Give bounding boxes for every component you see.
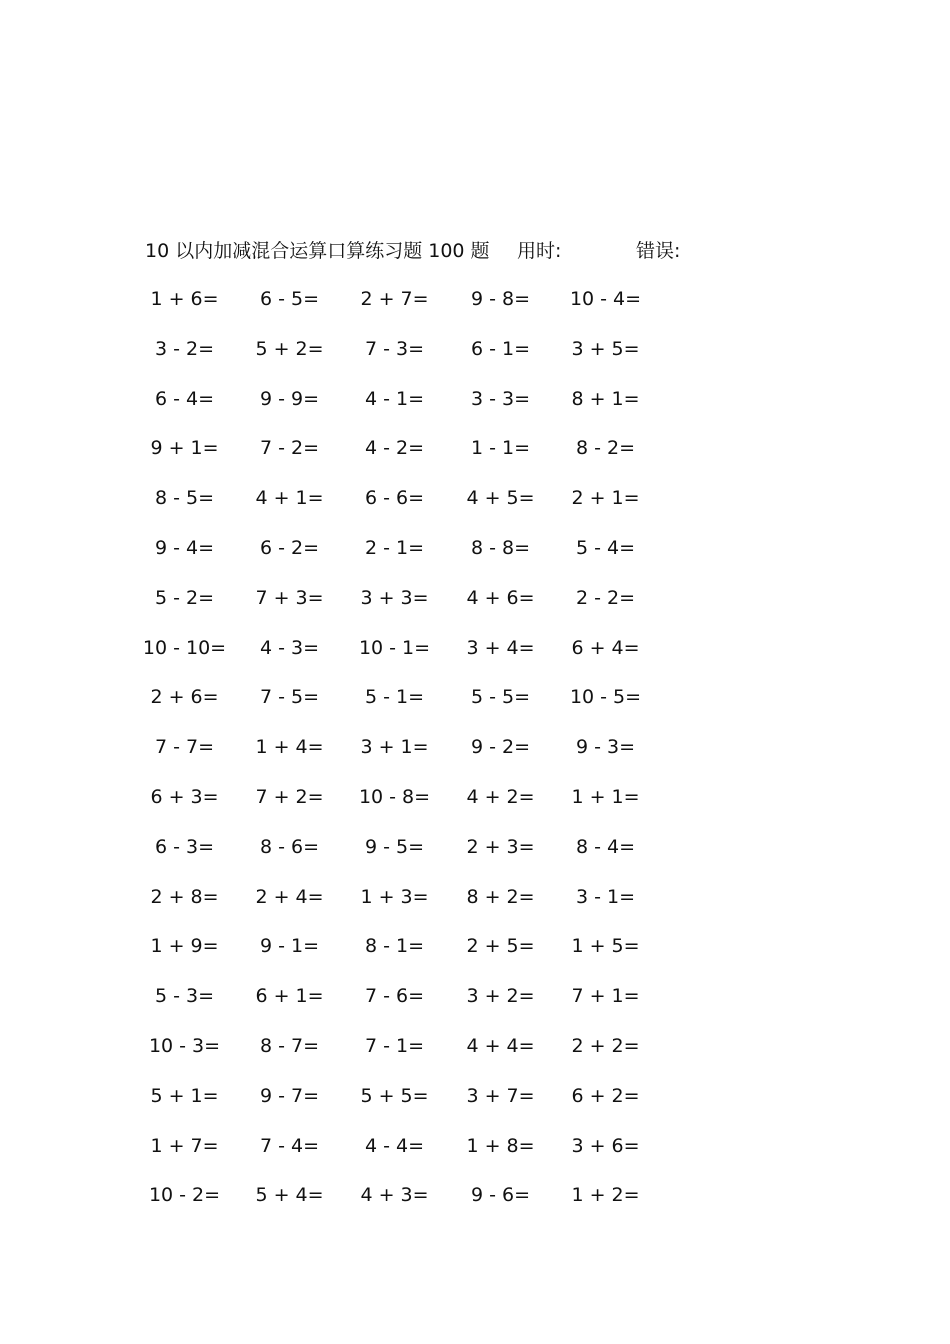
arithmetic-problem: 3 + 7= — [466, 1084, 535, 1107]
arithmetic-problem: 3 + 5= — [571, 337, 640, 360]
arithmetic-problem: 7 - 5= — [259, 686, 320, 709]
arithmetic-problem: 2 - 2= — [575, 586, 636, 609]
arithmetic-problem: 6 - 6= — [364, 487, 425, 510]
arithmetic-problem: 5 + 1= — [150, 1084, 219, 1107]
arithmetic-problem: 1 + 5= — [571, 935, 640, 958]
arithmetic-problem: 6 + 2= — [571, 1084, 640, 1107]
problem-grid — [0, 284, 950, 1230]
problem-row — [0, 882, 950, 932]
arithmetic-problem: 4 - 4= — [364, 1134, 425, 1157]
arithmetic-problem: 9 - 4= — [154, 536, 215, 559]
arithmetic-problem: 4 - 1= — [364, 387, 425, 410]
arithmetic-problem: 1 + 4= — [255, 736, 324, 759]
arithmetic-problem: 8 - 6= — [259, 835, 320, 858]
arithmetic-problem: 2 + 1= — [571, 487, 640, 510]
arithmetic-problem: 8 - 2= — [575, 437, 636, 460]
arithmetic-problem: 9 - 5= — [364, 835, 425, 858]
arithmetic-problem: 8 - 8= — [470, 536, 531, 559]
arithmetic-problem: 5 + 4= — [255, 1184, 324, 1207]
problem-row — [0, 433, 950, 483]
problem-row — [0, 384, 950, 434]
arithmetic-problem: 6 - 4= — [154, 387, 215, 410]
arithmetic-problem: 4 - 3= — [259, 636, 320, 659]
arithmetic-problem: 3 - 3= — [470, 387, 531, 410]
arithmetic-problem: 3 - 1= — [575, 885, 636, 908]
problem-row — [0, 981, 950, 1031]
arithmetic-problem: 9 - 3= — [575, 736, 636, 759]
arithmetic-problem: 1 - 1= — [470, 437, 531, 460]
arithmetic-problem: 1 + 8= — [466, 1134, 535, 1157]
arithmetic-problem: 10 - 2= — [148, 1184, 221, 1207]
arithmetic-problem: 5 + 5= — [360, 1084, 429, 1107]
arithmetic-problem: 8 - 4= — [575, 835, 636, 858]
arithmetic-problem: 10 - 5= — [569, 686, 642, 709]
arithmetic-problem: 7 + 1= — [571, 985, 640, 1008]
problem-row — [0, 533, 950, 583]
arithmetic-problem: 3 + 3= — [360, 586, 429, 609]
arithmetic-problem: 4 + 4= — [466, 1034, 535, 1057]
worksheet-title: 10 以内加减混合运算口算练习题 100 题 — [145, 240, 490, 262]
problem-row — [0, 782, 950, 832]
arithmetic-problem: 7 - 2= — [259, 437, 320, 460]
arithmetic-problem: 9 + 1= — [150, 437, 219, 460]
arithmetic-problem: 6 - 2= — [259, 536, 320, 559]
arithmetic-problem: 4 + 5= — [466, 487, 535, 510]
problem-row — [0, 832, 950, 882]
problem-row — [0, 483, 950, 533]
problem-row — [0, 284, 950, 334]
arithmetic-problem: 5 - 1= — [364, 686, 425, 709]
arithmetic-problem: 5 - 5= — [470, 686, 531, 709]
arithmetic-problem: 6 - 5= — [259, 288, 320, 310]
arithmetic-problem: 8 + 1= — [571, 387, 640, 410]
arithmetic-problem: 3 + 1= — [360, 736, 429, 759]
arithmetic-problem: 7 - 6= — [364, 985, 425, 1008]
arithmetic-problem: 9 - 1= — [259, 935, 320, 958]
problem-row — [0, 1131, 950, 1181]
arithmetic-problem: 1 + 7= — [150, 1134, 219, 1157]
arithmetic-problem: 8 - 7= — [259, 1034, 320, 1057]
arithmetic-problem: 4 - 2= — [364, 437, 425, 460]
arithmetic-problem: 8 - 1= — [364, 935, 425, 958]
arithmetic-problem: 2 + 2= — [571, 1034, 640, 1057]
arithmetic-problem: 6 + 3= — [150, 785, 219, 808]
problem-row — [0, 931, 950, 981]
arithmetic-problem: 2 + 5= — [466, 935, 535, 958]
arithmetic-problem: 9 - 9= — [259, 387, 320, 410]
problem-row — [0, 1031, 950, 1081]
problem-row — [0, 682, 950, 732]
arithmetic-problem: 1 + 6= — [150, 288, 219, 310]
arithmetic-problem: 2 + 7= — [360, 288, 429, 310]
arithmetic-problem: 1 + 1= — [571, 785, 640, 808]
arithmetic-problem: 4 + 1= — [255, 487, 324, 510]
arithmetic-problem: 3 + 2= — [466, 985, 535, 1008]
arithmetic-problem: 7 - 7= — [154, 736, 215, 759]
arithmetic-problem: 6 + 1= — [255, 985, 324, 1008]
error-count-label: 错误: — [636, 240, 681, 262]
arithmetic-problem: 6 - 3= — [154, 835, 215, 858]
arithmetic-problem: 9 - 2= — [470, 736, 531, 759]
problem-row — [0, 583, 950, 633]
arithmetic-problem: 4 + 2= — [466, 785, 535, 808]
arithmetic-problem: 9 - 8= — [470, 288, 531, 310]
worksheet-header — [145, 236, 785, 266]
arithmetic-problem: 9 - 7= — [259, 1084, 320, 1107]
arithmetic-problem: 1 + 9= — [150, 935, 219, 958]
arithmetic-problem: 10 - 4= — [569, 288, 642, 310]
arithmetic-problem: 8 - 5= — [154, 487, 215, 510]
arithmetic-problem: 8 + 2= — [466, 885, 535, 908]
arithmetic-problem: 3 + 4= — [466, 636, 535, 659]
arithmetic-problem: 5 - 4= — [575, 536, 636, 559]
arithmetic-problem: 2 - 1= — [364, 536, 425, 559]
problem-row — [0, 633, 950, 683]
arithmetic-problem: 10 - 10= — [142, 636, 227, 659]
arithmetic-problem: 7 - 3= — [364, 337, 425, 360]
arithmetic-problem: 6 - 1= — [470, 337, 531, 360]
arithmetic-problem: 7 + 3= — [255, 586, 324, 609]
arithmetic-problem: 7 - 1= — [364, 1034, 425, 1057]
arithmetic-problem: 10 - 3= — [148, 1034, 221, 1057]
problem-row — [0, 732, 950, 782]
problem-row — [0, 334, 950, 384]
arithmetic-problem: 2 + 8= — [150, 885, 219, 908]
time-used-label: 用时: — [517, 240, 562, 262]
arithmetic-problem: 2 + 3= — [466, 835, 535, 858]
problem-row — [0, 1180, 950, 1230]
arithmetic-problem: 3 + 6= — [571, 1134, 640, 1157]
arithmetic-problem: 4 + 6= — [466, 586, 535, 609]
arithmetic-problem: 7 + 2= — [255, 785, 324, 808]
arithmetic-problem: 10 - 8= — [358, 785, 431, 808]
arithmetic-problem: 4 + 3= — [360, 1184, 429, 1207]
arithmetic-problem: 3 - 2= — [154, 337, 215, 360]
arithmetic-problem: 2 + 4= — [255, 885, 324, 908]
arithmetic-problem: 9 - 6= — [470, 1184, 531, 1207]
arithmetic-problem: 7 - 4= — [259, 1134, 320, 1157]
arithmetic-problem: 5 - 3= — [154, 985, 215, 1008]
arithmetic-problem: 5 + 2= — [255, 337, 324, 360]
arithmetic-problem: 5 - 2= — [154, 586, 215, 609]
problem-row — [0, 1081, 950, 1131]
arithmetic-problem: 6 + 4= — [571, 636, 640, 659]
arithmetic-problem: 10 - 1= — [358, 636, 431, 659]
arithmetic-problem: 1 + 2= — [571, 1184, 640, 1207]
arithmetic-problem: 2 + 6= — [150, 686, 219, 709]
arithmetic-problem: 1 + 3= — [360, 885, 429, 908]
